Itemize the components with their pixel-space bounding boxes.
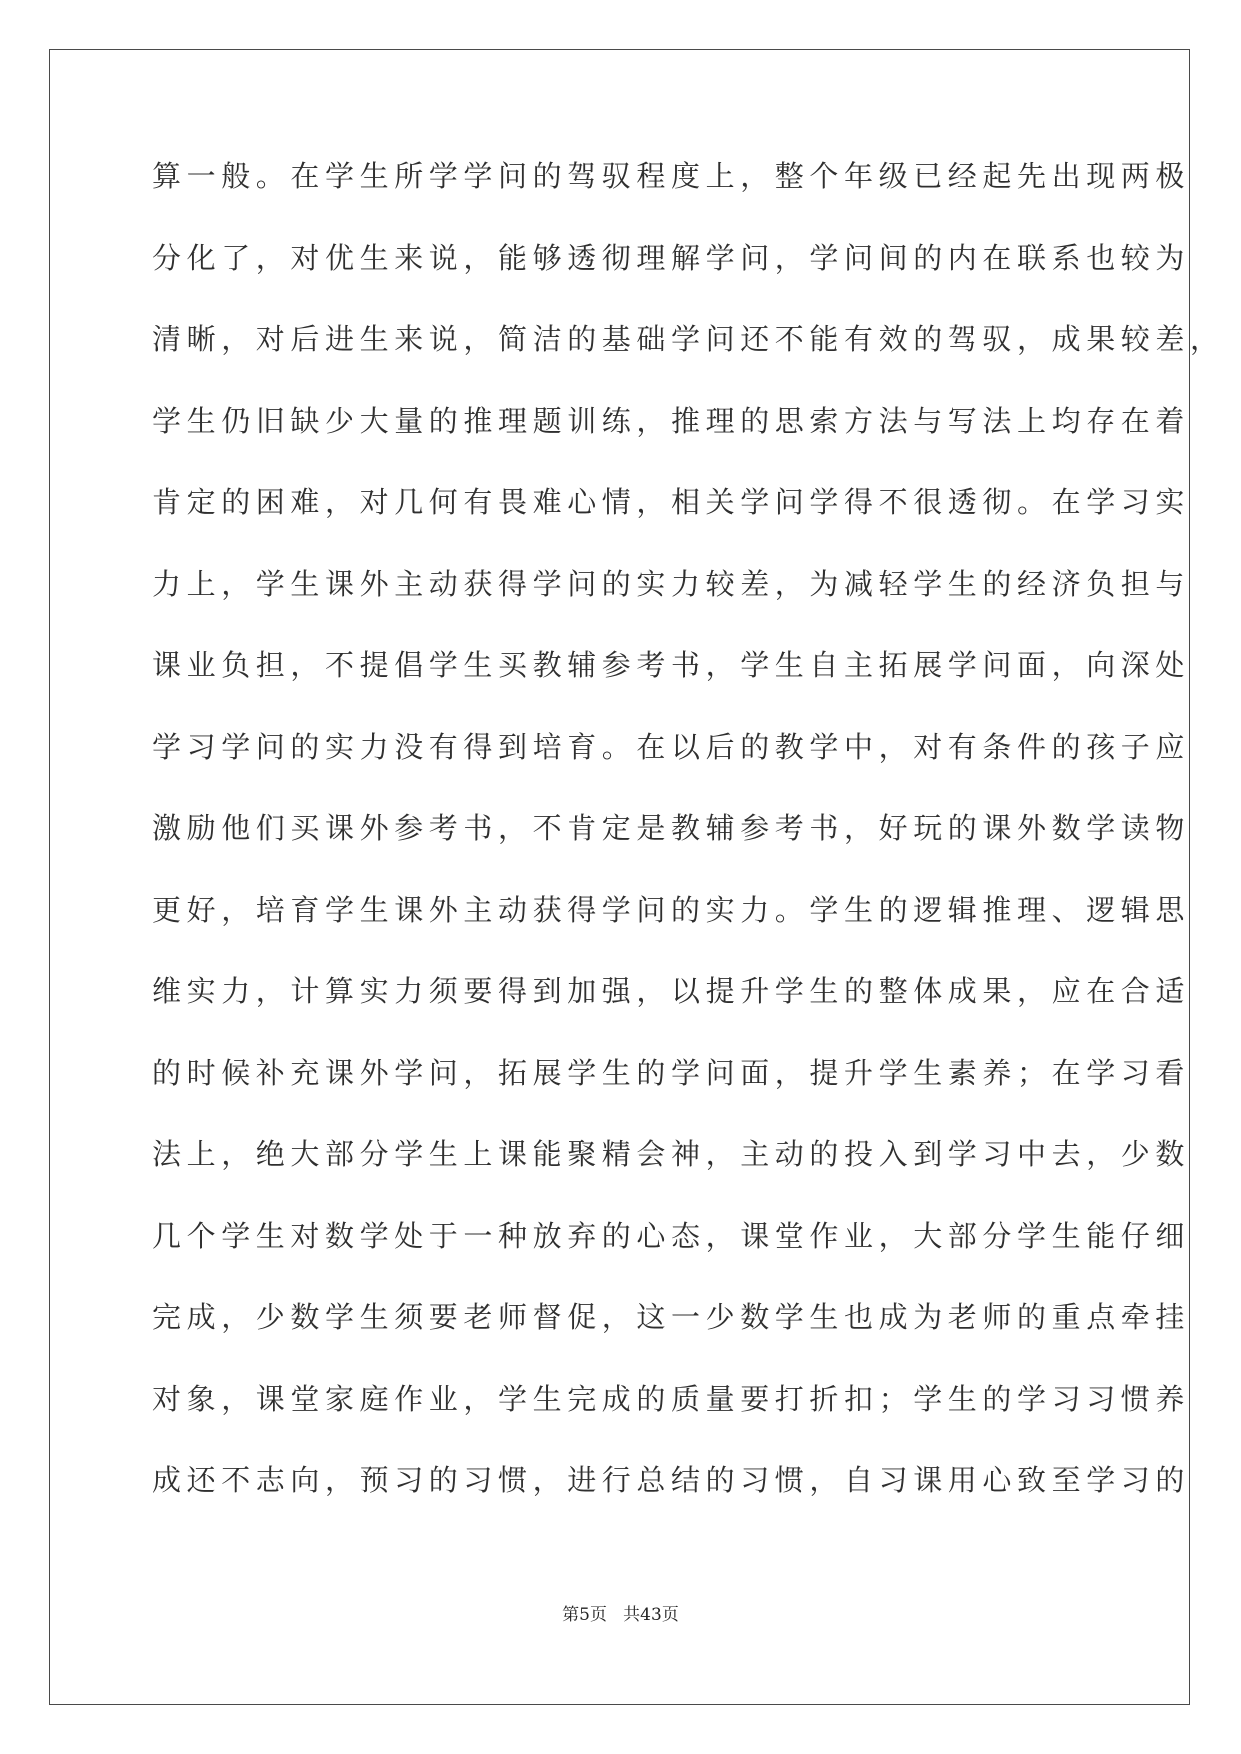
text-line: 算一般。在学生所学学问的驾驭程度上，整个年级已经起先出现两极 (152, 159, 1191, 193)
text-line: 学生仍旧缺少大量的推理题训练，推理的思索方法与写法上均存在着 (152, 403, 1191, 438)
text-line: 维实力，计算实力须要得到加强，以提升学生的整体成果，应在合适 (152, 974, 1191, 1008)
text-line: 清晰，对后进生来说，简洁的基础学问还不能有效的驾驭，成果较差， (152, 322, 1225, 356)
text-line: 几个学生对数学处于一种放弃的心态，课堂作业，大部分学生能仔细 (152, 1218, 1191, 1253)
page-footer: 第5页 共43页 (562, 1605, 679, 1625)
text-line: 分化了，对优生来说，能够透彻理解学问，学问间的内在联系也较为 (152, 240, 1191, 275)
text-line: 完成，少数学生须要老师督促，这一少数学生也成为老师的重点牵挂 (152, 1300, 1191, 1334)
text-line: 力上，学生课外主动获得学问的实力较差，为减轻学生的经济负担与 (152, 566, 1191, 601)
text-line: 课业负担，不提倡学生买教辅参考书，学生自主拓展学问面，向深处 (152, 648, 1191, 682)
text-line: 成还不志向，预习的习惯，进行总结的习惯，自习课用心致至学习的 (152, 1463, 1191, 1497)
text-line: 法上，绝大部分学生上课能聚精会神，主动的投入到学习中去，少数 (152, 1137, 1191, 1171)
text-line: 更好，培育学生课外主动获得学问的实力。学生的逻辑推理、逻辑思 (152, 892, 1191, 927)
text-line: 的时候补充课外学问，拓展学生的学问面，提升学生素养；在学习看 (152, 1055, 1191, 1090)
text-line: 对象，课堂家庭作业，学生完成的质量要打折扣；学生的学习习惯养 (152, 1381, 1191, 1416)
text-line: 激励他们买课外参考书，不肯定是教辅参考书，好玩的课外数学读物 (152, 811, 1191, 845)
text-line: 学习学问的实力没有得到培育。在以后的教学中，对有条件的孩子应 (152, 729, 1191, 764)
document-body (152, 159, 1225, 1548)
text-line: 肯定的困难，对几何有畏难心情，相关学问学得不很透彻。在学习实 (152, 485, 1191, 519)
